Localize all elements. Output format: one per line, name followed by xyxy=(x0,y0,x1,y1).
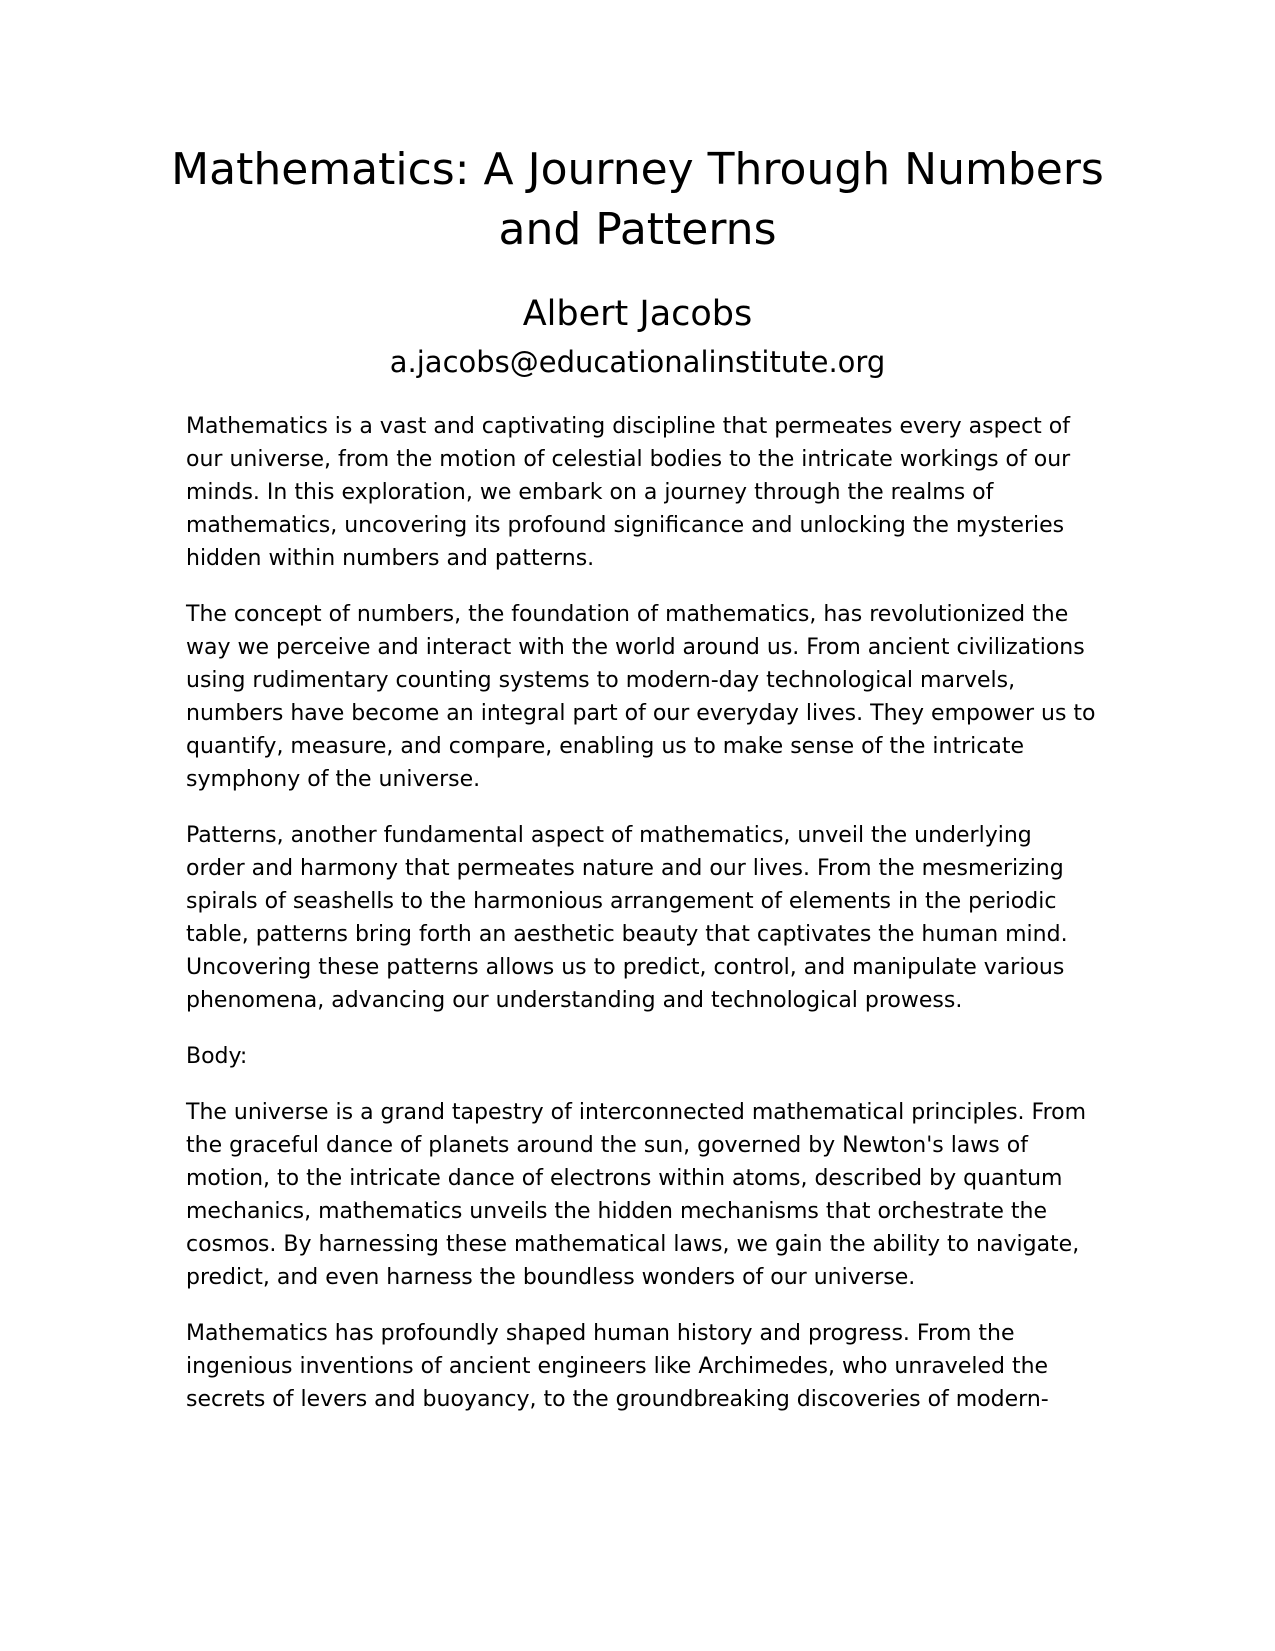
section-label-body: Body: xyxy=(186,1044,248,1069)
paragraph-patterns: Patterns, another fundamental aspect of mathematics, unveil the underlying order and harmony that permeates nature and our lives. From the mesmerizing spirals of seashells to the harmonious arrangement of elements in the periodic table, patterns bring forth an aesthetic beauty that captivates the human mind. Uncovering these patterns allows us to predict, control, and manipulate various phenomena, advancing our understanding and technological prowess. xyxy=(186,823,1068,1013)
paragraph-numbers: The concept of numbers, the foundation of mathematics, has revolutionized the way we perceive and interact with the world around us. From ancient civilizations using rudimentary counting systems to modern-day technological marvels, numbers have become an integral part of our everyday lives. They empower us to quantify, measure, and compare, enabling us to make sense of the intricate symphony of the universe. xyxy=(186,602,1096,792)
author-email: a.jacobs@educationalinstitute.org xyxy=(389,345,886,379)
author-name: Albert Jacobs xyxy=(522,294,753,334)
document-body xyxy=(186,410,1096,1439)
paragraph-universe: The universe is a grand tapestry of interconnected mathematical principles. From the graceful dance of planets around the sun, governed by Newton's laws of motion, to the intricate dance of electrons within atoms, described by quantum mechanics, mathematics unveils the hidden mechanisms that orchestrate the cosmos. By harnessing these mathematical laws, we gain the ability to navigate, predict, and even harness the boundless wonders of our universe. xyxy=(186,1100,1087,1290)
paragraph-intro: Mathematics is a vast and captivating discipline that permeates every aspect of our universe, from the motion of celestial bodies to the intricate workings of our minds. In this exploration, we embark on a journey through the realms of mathematics, uncovering its profound significance and unlocking the mysteries hidden within numbers and patterns. xyxy=(186,414,1071,571)
document-title: Mathematics: A Journey Through Numbers and Patterns xyxy=(171,144,1104,255)
paragraph-history: Mathematics has profoundly shaped human history and progress. From the ingenious inventions of ancient engineers like Archimedes, who unraveled the secrets of levers and buoyancy, to the groundbreaking discoveries of modern- xyxy=(186,1321,1049,1412)
